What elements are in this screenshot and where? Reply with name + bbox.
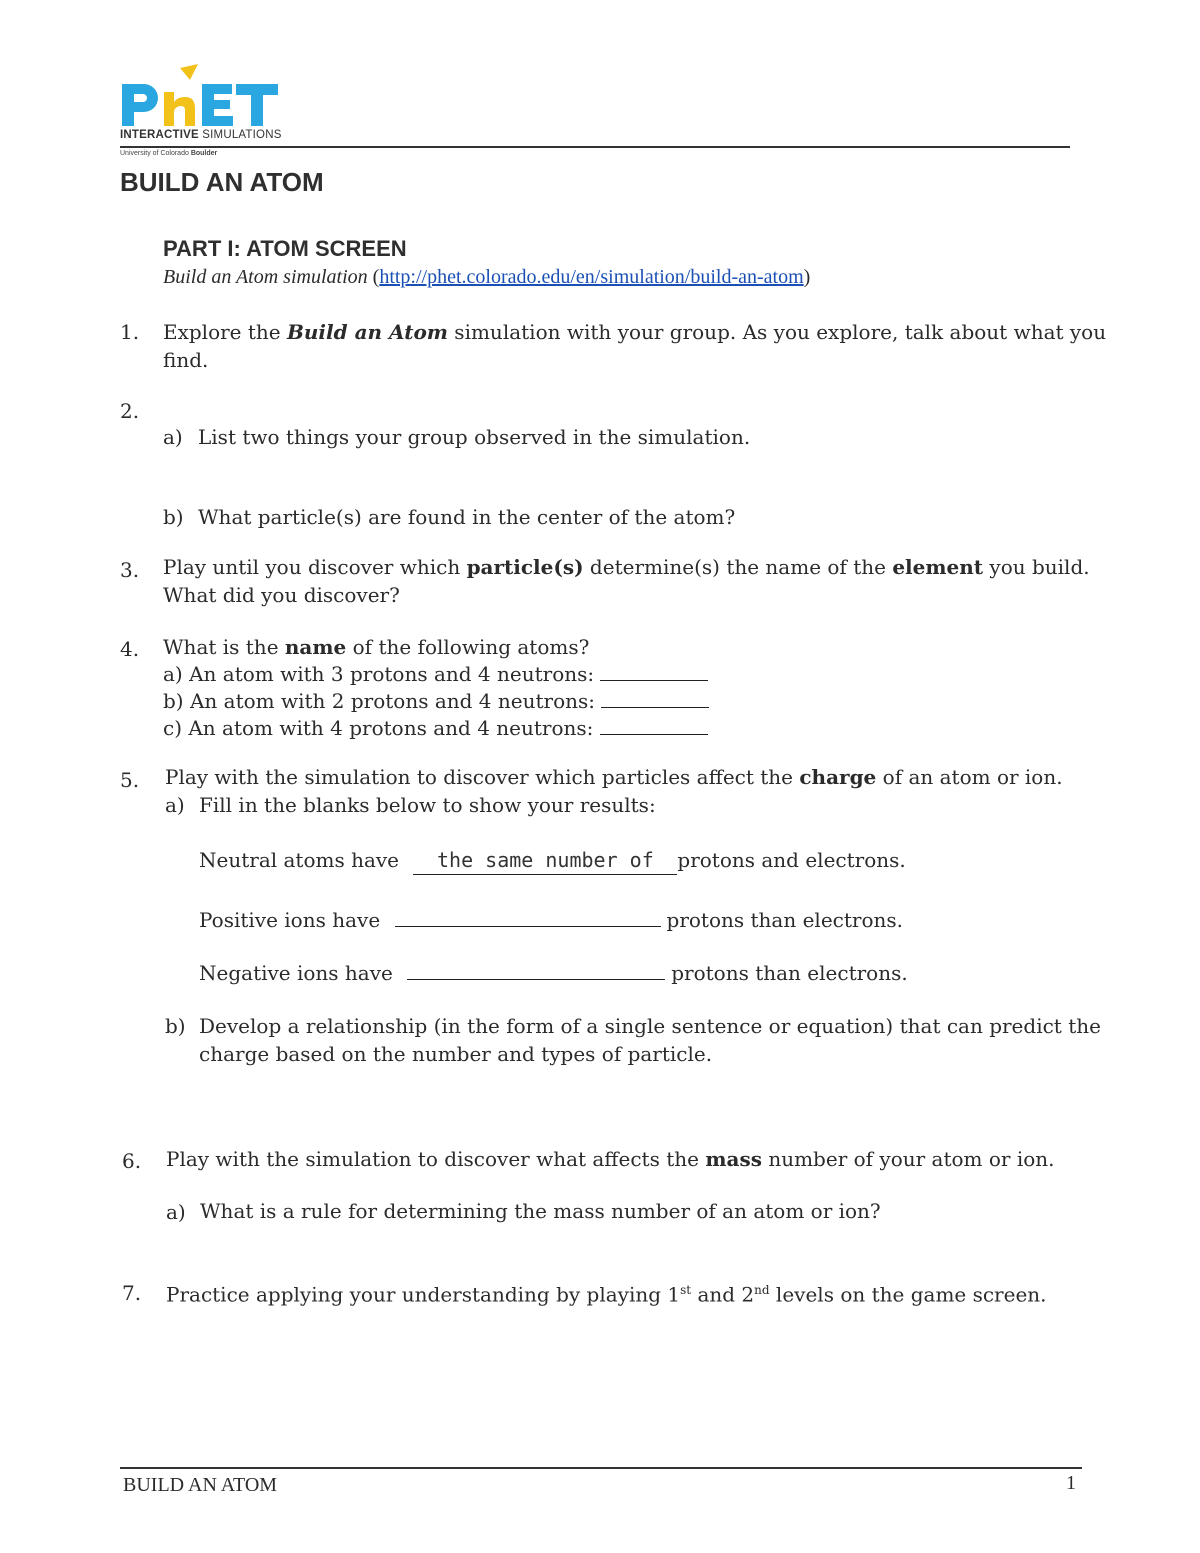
phet-logo-subtitle: INTERACTIVE SIMULATIONS <box>120 129 282 141</box>
q5a-label: a) <box>165 793 185 817</box>
q5-number: 5. <box>120 768 140 792</box>
phet-logo-mark <box>120 62 290 132</box>
neutral-answer-field[interactable] <box>413 846 677 875</box>
q5b-label: b) <box>165 1014 186 1038</box>
header-rule <box>120 146 1070 148</box>
q3-text: Play until you discover which particle(s) determine(s) the name of the element you build. What did you discover? <box>163 555 1090 607</box>
negative-answer-field[interactable] <box>407 979 665 980</box>
footer-page-number: 1 <box>1066 1472 1076 1494</box>
q2a-label: a) <box>163 425 183 449</box>
positive-ions-line: Positive ions have protons than electrons. <box>199 908 903 932</box>
q6a-text: What is a rule for determining the mass number of an atom or ion? <box>200 1199 881 1223</box>
q6-number: 6. <box>122 1149 142 1173</box>
footer-title: BUILD AN ATOM <box>123 1474 278 1496</box>
q1-text: Explore the Build an Atom simulation with your group. As you explore, talk about what you find. <box>163 320 1107 372</box>
q4-text: What is the name of the following atoms? <box>163 635 590 659</box>
footer-rule <box>120 1467 1082 1469</box>
q4-number: 4. <box>120 637 140 661</box>
q2-number: 2. <box>120 399 140 423</box>
phet-logo-university: University of Colorado Boulder <box>120 150 218 157</box>
sim-reference: Build an Atom simulation (http://phet.colorado.edu/en/simulation/build-an-atom) <box>163 266 811 288</box>
q4a-answer-blank[interactable] <box>600 680 708 681</box>
q5a-text: Fill in the blanks below to show your results: <box>199 793 656 817</box>
q2b-text: What particle(s) are found in the center of the atom? <box>198 505 736 529</box>
q3-number: 3. <box>120 558 140 582</box>
neutral-handwritten-answer: the same number of <box>437 848 654 872</box>
sim-label: Build an Atom simulation <box>163 266 368 288</box>
sim-url-link[interactable]: http://phet.colorado.edu/en/simulation/build-an-atom <box>379 266 804 288</box>
q2b-label: b) <box>163 505 184 529</box>
q6a-label: a) <box>166 1200 186 1224</box>
q5b-text: Develop a relationship (in the form of a single sentence or equation) that can predict the charge based on the number and types of particle. <box>199 1014 1101 1066</box>
q6-text: Play with the simulation to discover what affects the mass number of your atom or ion. <box>166 1147 1055 1171</box>
positive-answer-field[interactable] <box>395 926 661 927</box>
part-title: PART I: ATOM SCREEN <box>163 236 407 261</box>
q2a-text: List two things your group observed in the simulation. <box>198 425 751 449</box>
q7-text: Practice applying your understanding by playing 1st and 2nd levels on the game screen. <box>166 1282 1047 1307</box>
q4b-answer-blank[interactable] <box>601 707 709 708</box>
q4-item: c) An atom with 4 protons and 4 neutrons: <box>163 714 708 742</box>
q4c-answer-blank[interactable] <box>600 734 708 735</box>
q4-item: b) An atom with 2 protons and 4 neutrons: <box>163 687 709 715</box>
doc-title: BUILD AN ATOM <box>120 167 324 197</box>
q7-number: 7. <box>122 1281 142 1305</box>
negative-ions-line: Negative ions have protons than electrons. <box>199 961 908 985</box>
q5-text: Play with the simulation to discover which particles affect the charge of an atom or ion. <box>165 765 1063 789</box>
neutral-atoms-line: Neutral atoms have the same number of protons and electrons. <box>199 846 906 875</box>
q1-number: 1. <box>120 320 140 344</box>
q4-item: a) An atom with 3 protons and 4 neutrons: <box>163 660 708 688</box>
